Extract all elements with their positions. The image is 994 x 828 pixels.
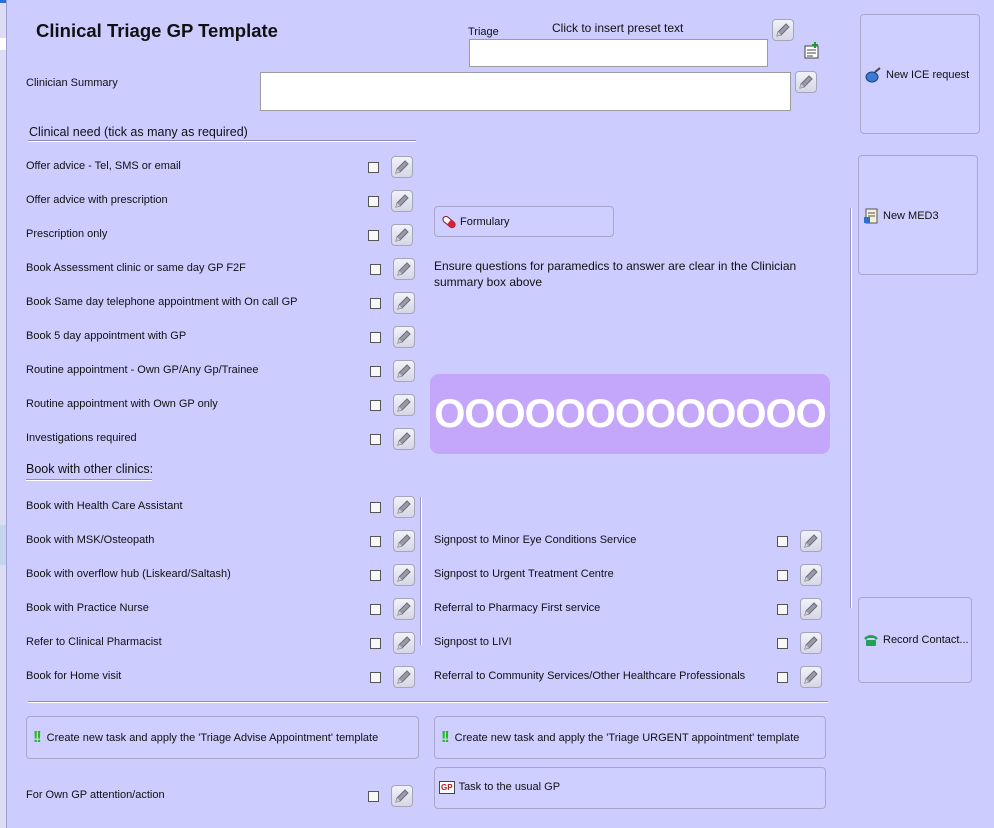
left-window-edge bbox=[0, 0, 7, 828]
own-gp-pencil-button[interactable] bbox=[391, 785, 413, 807]
clinical-need-item-label: Offer advice with prescription bbox=[26, 194, 168, 206]
signpost-pencil-button[interactable] bbox=[800, 598, 822, 620]
triage-input[interactable] bbox=[469, 39, 768, 67]
pencil-icon bbox=[396, 397, 412, 413]
clinical-need-checkbox[interactable] bbox=[368, 230, 379, 241]
signpost-item-label: Referral to Pharmacy First service bbox=[434, 602, 601, 614]
pencil-icon bbox=[396, 499, 412, 515]
clinical-need-checkbox[interactable] bbox=[370, 264, 381, 275]
signpost-pencil-button[interactable] bbox=[800, 530, 822, 552]
exclamation-icon: !! bbox=[33, 728, 40, 746]
pencil-icon bbox=[394, 193, 410, 209]
exclamation-icon: !! bbox=[441, 728, 448, 746]
triage-label: Triage bbox=[468, 26, 499, 38]
section-divider bbox=[28, 701, 828, 703]
clinic-item-label: Refer to Clinical Pharmacist bbox=[26, 636, 162, 648]
clinical-need-heading: Clinical need (tick as many as required) bbox=[29, 125, 248, 139]
summary-pencil-button[interactable] bbox=[795, 71, 817, 93]
clinical-need-pencil-button[interactable] bbox=[393, 326, 415, 348]
clinical-need-pencil-button[interactable] bbox=[391, 156, 413, 178]
clinical-need-checkbox[interactable] bbox=[370, 400, 381, 411]
clinical-need-checkbox[interactable] bbox=[370, 298, 381, 309]
clinical-need-pencil-button[interactable] bbox=[393, 258, 415, 280]
clinical-need-item-label: Prescription only bbox=[26, 228, 108, 240]
pencil-icon bbox=[396, 295, 412, 311]
clinician-summary-label: Clinician Summary bbox=[26, 77, 118, 89]
pencil-icon bbox=[803, 669, 819, 685]
formulary-button[interactable] bbox=[434, 206, 614, 237]
signpost-item-label: Signpost to Urgent Treatment Centre bbox=[434, 568, 614, 580]
clinical-need-item-label: Routine appointment with Own GP only bbox=[26, 398, 218, 410]
pencil-icon bbox=[396, 635, 412, 651]
record-contact-label: Record Contact... bbox=[883, 634, 969, 646]
clinic-checkbox[interactable] bbox=[370, 672, 381, 683]
pencil-icon bbox=[394, 788, 410, 804]
pencil-icon bbox=[394, 227, 410, 243]
signpost-checkbox[interactable] bbox=[777, 570, 788, 581]
pencil-icon bbox=[396, 533, 412, 549]
clinical-need-checkbox[interactable] bbox=[370, 434, 381, 445]
own-gp-label: For Own GP attention/action bbox=[26, 789, 165, 801]
paramedic-note: Ensure questions for paramedics to answer are clear in the Clinician summary box above bbox=[434, 259, 797, 289]
column-divider bbox=[420, 497, 422, 645]
clinical-need-item-label: Book Assessment clinic or same day GP F2F bbox=[26, 262, 246, 274]
pill-icon bbox=[441, 214, 457, 230]
clinical-need-checkbox[interactable] bbox=[368, 162, 379, 173]
document-icon bbox=[863, 208, 879, 224]
clinic-item-label: Book for Home visit bbox=[26, 670, 122, 682]
clinical-need-item-label: Investigations required bbox=[26, 432, 137, 444]
gp-badge-icon: GP bbox=[441, 783, 453, 792]
section-divider bbox=[26, 479, 152, 481]
usual-gp-task-button[interactable] bbox=[434, 767, 826, 809]
pencil-icon bbox=[803, 635, 819, 651]
clinical-need-pencil-button[interactable] bbox=[393, 394, 415, 416]
clinical-need-checkbox[interactable] bbox=[368, 196, 379, 207]
clinic-checkbox[interactable] bbox=[370, 570, 381, 581]
signpost-checkbox[interactable] bbox=[777, 672, 788, 683]
preset-text-label: Click to insert preset text bbox=[552, 21, 684, 35]
pencil-icon bbox=[396, 363, 412, 379]
clinic-pencil-button[interactable] bbox=[393, 632, 415, 654]
clinical-need-pencil-button[interactable] bbox=[393, 428, 415, 450]
pencil-icon bbox=[803, 567, 819, 583]
clinic-item-label: Book with Health Care Assistant bbox=[26, 500, 183, 512]
clinic-checkbox[interactable] bbox=[370, 638, 381, 649]
pencil-icon bbox=[394, 159, 410, 175]
triage-advise-task-button[interactable] bbox=[26, 716, 419, 759]
pencil-icon bbox=[396, 567, 412, 583]
triage-urgent-task-button[interactable] bbox=[434, 716, 826, 759]
usual-gp-task-label: Task to the usual GP bbox=[458, 781, 561, 793]
pencil-icon bbox=[396, 669, 412, 685]
new-med3-button[interactable] bbox=[858, 155, 978, 275]
page-title: Clinical Triage GP Template bbox=[36, 20, 278, 41]
clinical-need-item-label: Offer advice - Tel, SMS or email bbox=[26, 160, 181, 172]
pencil-icon bbox=[396, 431, 412, 447]
clinic-pencil-button[interactable] bbox=[393, 598, 415, 620]
pencil-icon bbox=[803, 533, 819, 549]
clinical-need-pencil-button[interactable] bbox=[393, 360, 415, 382]
clinic-item-label: Book with MSK/Osteopath bbox=[26, 534, 155, 546]
clinic-checkbox[interactable] bbox=[370, 536, 381, 547]
clinic-pencil-button[interactable] bbox=[393, 564, 415, 586]
new-ice-request-label: New ICE request bbox=[886, 69, 970, 81]
insert-preset-icon bbox=[802, 41, 822, 61]
side-divider bbox=[850, 208, 852, 608]
clinician-summary-input[interactable] bbox=[260, 72, 791, 111]
pencil-icon bbox=[803, 601, 819, 617]
signpost-checkbox[interactable] bbox=[777, 536, 788, 547]
signpost-item-label: Signpost to Minor Eye Conditions Service bbox=[434, 534, 637, 546]
clinic-pencil-button[interactable] bbox=[393, 496, 415, 518]
pencil-icon bbox=[396, 329, 412, 345]
clinical-need-item-label: Book 5 day appointment with GP bbox=[26, 330, 187, 342]
signpost-pencil-button[interactable] bbox=[800, 564, 822, 586]
clinic-item-label: Book with Practice Nurse bbox=[26, 602, 149, 614]
clinical-need-checkbox[interactable] bbox=[370, 366, 381, 377]
signpost-item-label: Referral to Community Services/Other Healthcare Professionals bbox=[434, 670, 746, 682]
signpost-pencil-button[interactable] bbox=[800, 632, 822, 654]
clinical-need-checkbox[interactable] bbox=[370, 332, 381, 343]
clinic-checkbox[interactable] bbox=[370, 604, 381, 615]
pencil-icon bbox=[396, 601, 412, 617]
triage-urgent-task-label: Create new task and apply the 'Triage URGENT appointment' template bbox=[454, 731, 800, 744]
signpost-checkbox[interactable] bbox=[777, 604, 788, 615]
pencil-icon bbox=[798, 74, 814, 90]
own-gp-checkbox[interactable] bbox=[368, 791, 379, 802]
clinic-pencil-button[interactable] bbox=[393, 666, 415, 688]
record-contact-button[interactable] bbox=[858, 597, 972, 683]
pencil-icon bbox=[775, 22, 791, 38]
signpost-pencil-button[interactable] bbox=[800, 666, 822, 688]
pencil-icon bbox=[396, 261, 412, 277]
clinic-pencil-button[interactable] bbox=[393, 530, 415, 552]
clinical-need-pencil-button[interactable] bbox=[393, 292, 415, 314]
clinic-item-label: Book with overflow hub (Liskeard/Saltash) bbox=[26, 568, 231, 580]
other-clinics-heading: Book with other clinics: bbox=[26, 462, 154, 476]
clinical-need-pencil-button[interactable] bbox=[391, 190, 413, 212]
alert-banner: OOOOOOOOOOOOO bbox=[430, 374, 830, 454]
insert-preset-button[interactable] bbox=[800, 40, 823, 62]
new-ice-request-button[interactable] bbox=[860, 14, 980, 134]
triage-advise-task-label: Create new task and apply the 'Triage Advise Appointment' template bbox=[46, 731, 379, 744]
clinic-checkbox[interactable] bbox=[370, 502, 381, 513]
clinical-need-pencil-button[interactable] bbox=[391, 224, 413, 246]
signpost-checkbox[interactable] bbox=[777, 638, 788, 649]
clinical-need-item-label: Book Same day telephone appointment with On call GP bbox=[26, 296, 298, 308]
signpost-item-label: Signpost to LIVI bbox=[434, 636, 512, 648]
new-med3-label: New MED3 bbox=[883, 210, 939, 222]
flask-icon bbox=[864, 67, 882, 83]
triage-pencil-button[interactable] bbox=[772, 19, 794, 41]
clinical-need-item-label: Routine appointment - Own GP/Any Gp/Trainee bbox=[26, 364, 259, 376]
formulary-label: Formulary bbox=[460, 215, 510, 228]
phone-icon bbox=[863, 633, 879, 647]
section-divider bbox=[28, 140, 416, 142]
